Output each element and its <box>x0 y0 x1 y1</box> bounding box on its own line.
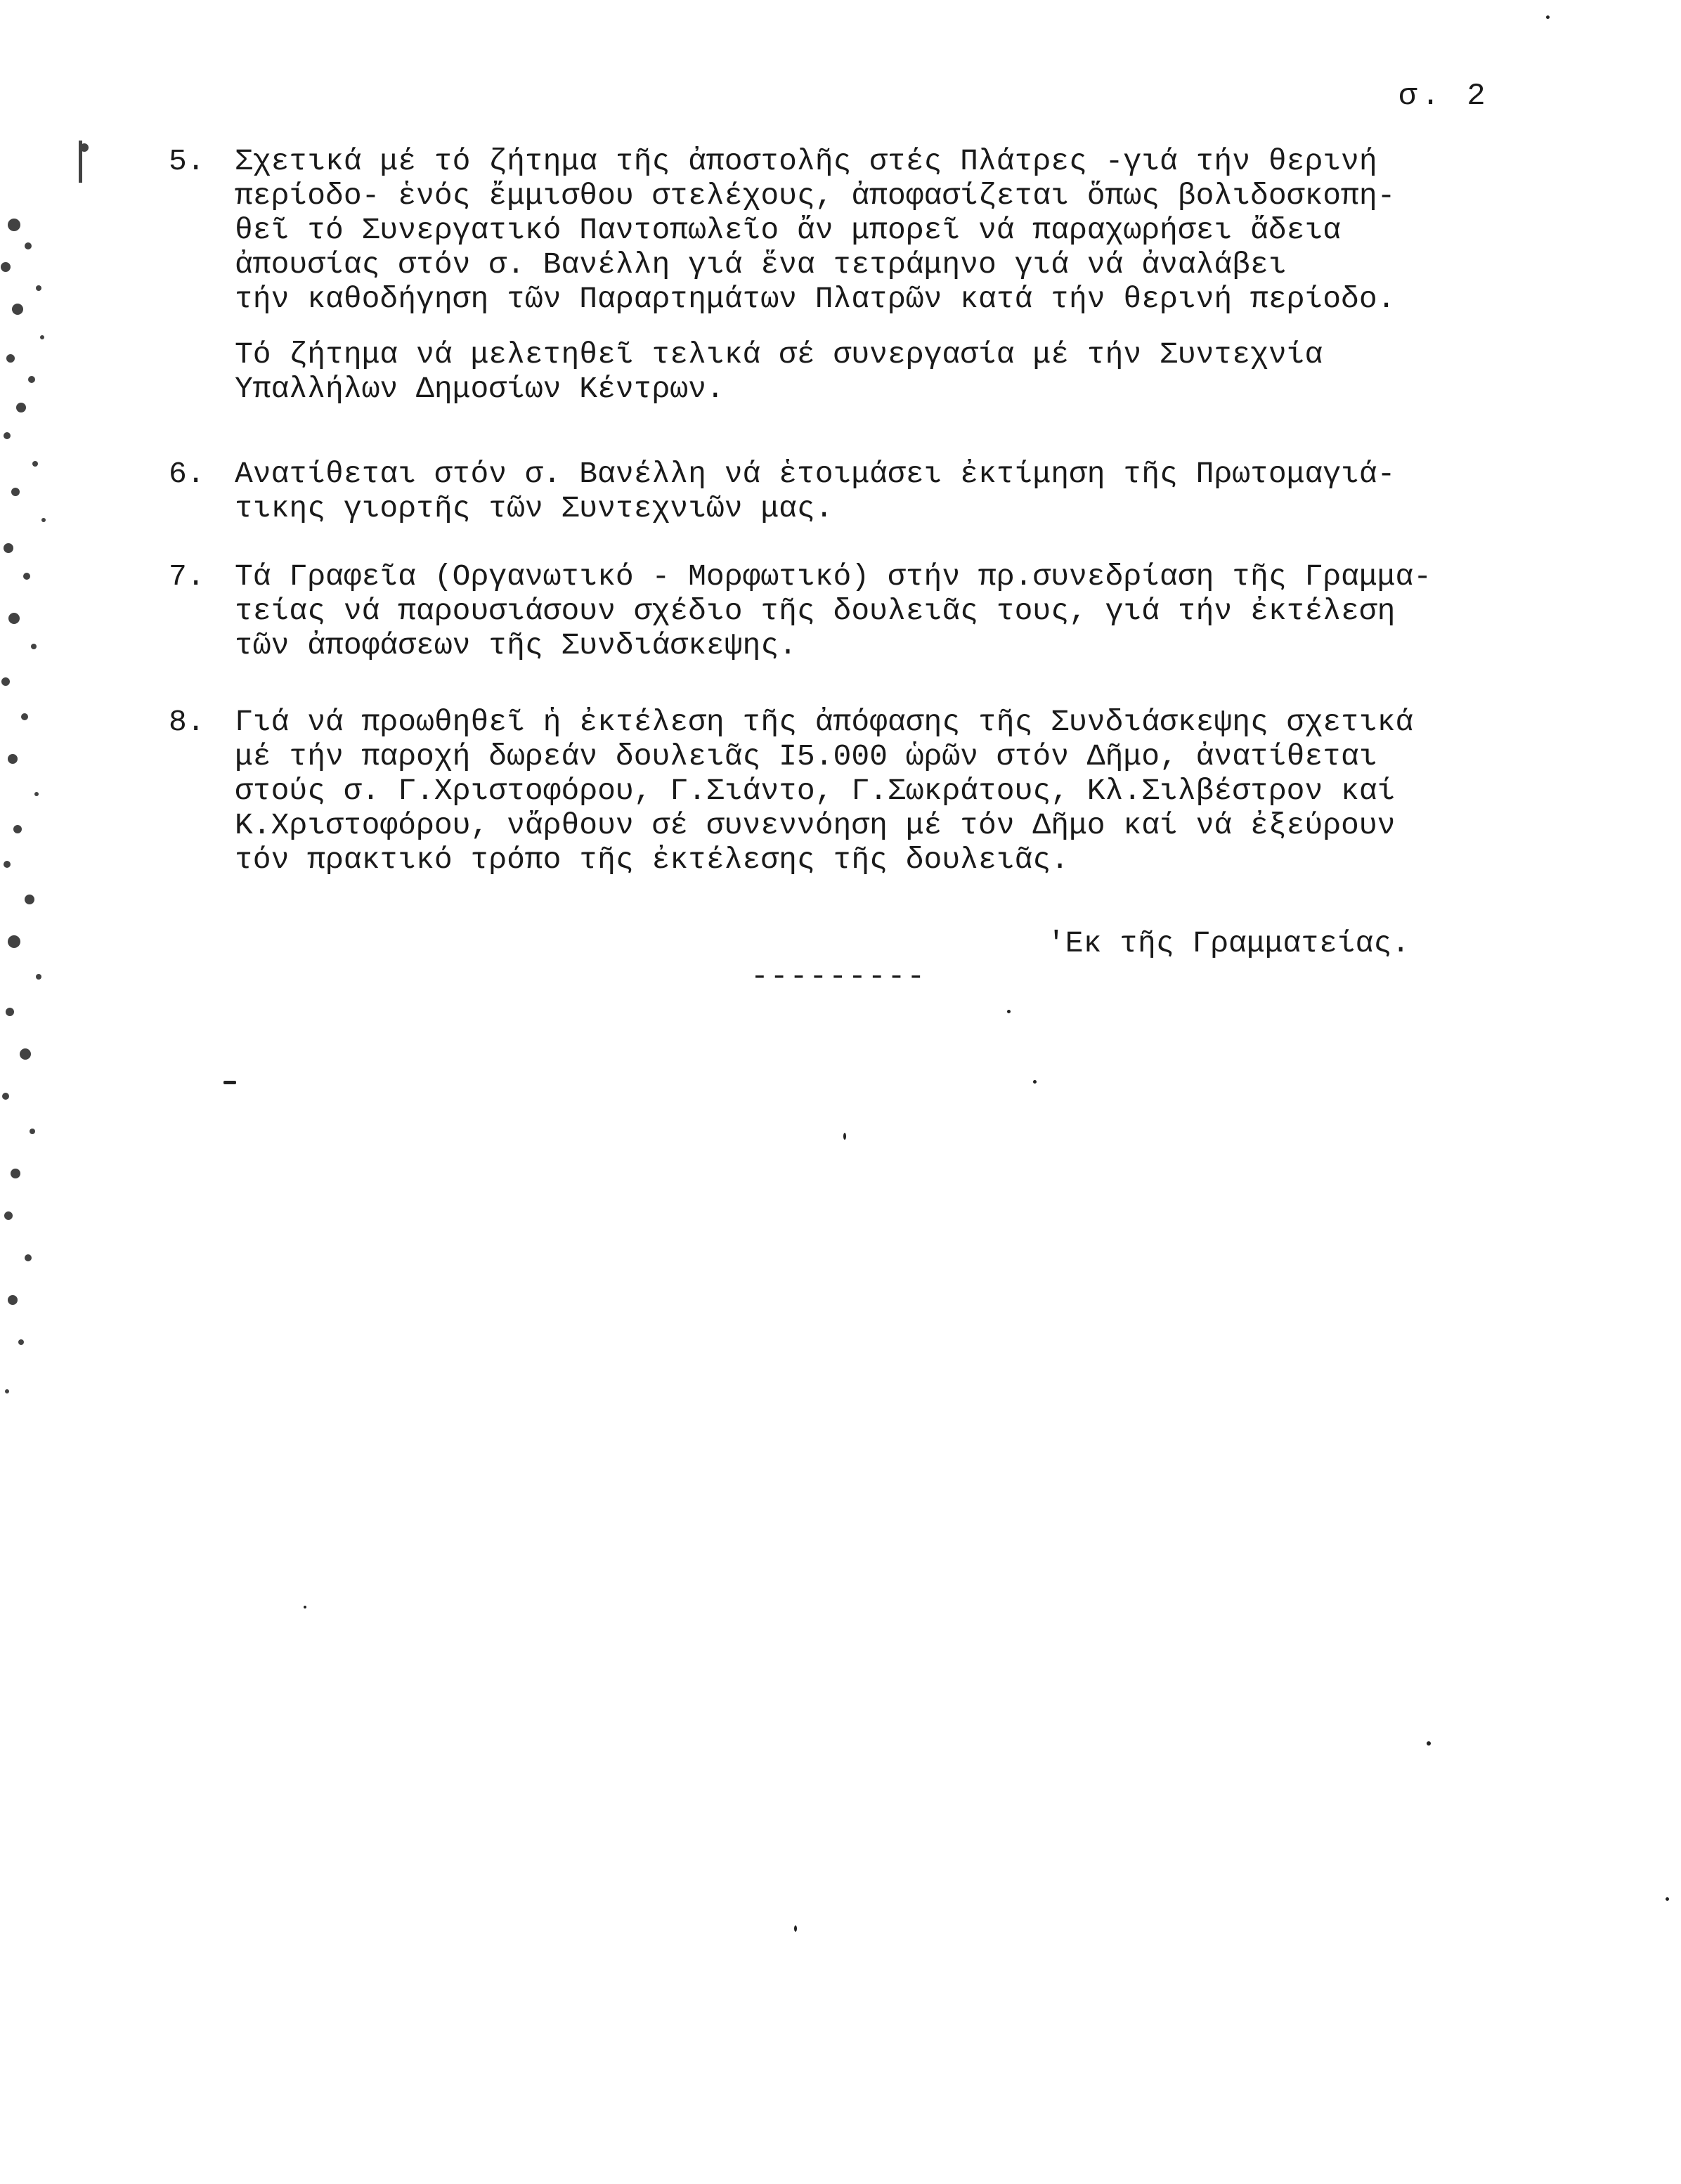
scan-speck <box>1427 1741 1431 1746</box>
item-body <box>235 457 1651 526</box>
item-number: 8. <box>169 705 205 739</box>
text-line: τήν καθοδήγηση τῶν Παραρτημάτων Πλατρῶν κατά τήν θερινή περίοδο. <box>235 282 1396 316</box>
scan-speck <box>794 1925 797 1932</box>
scan-speck <box>1546 15 1550 19</box>
text-line: Τά Γραφεῖα (Οργανωτικό - Μορφωτικό) στήν πρ.συνεδρίαση τῆς Γραμμα- <box>235 559 1432 594</box>
text-line: τόν πρακτικό τρόπο τῆς ἐκτέλεσης τῆς δουλειᾶς. <box>235 843 1069 877</box>
item-number: 5. <box>169 144 205 178</box>
item-body <box>235 144 1651 406</box>
text-line: μέ τήν παροχή δωρεάν δουλειᾶς Ι5.000 ὡρῶν στόν Δῆμο, ἀνατίθεται <box>235 739 1377 774</box>
text-line: θεῖ τό Συνεργατικό Παντοπωλεῖο ἄν μπορεῖ νά παραχωρήσει ἄδεια <box>235 213 1342 247</box>
text-line: περίοδο- ἑνός ἔμμισθου στελέχους, ἀποφασίζεται ὅπως βολιδοσκοπη- <box>235 178 1396 213</box>
text-line: Τό ζήτημα νά μελετηθεῖ τελικά σέ συνεργασία μέ τήν Συντεχνία <box>235 337 1323 372</box>
text-line: Σχετικά μέ τό ζήτημα τῆς ἀποστολῆς στές Πλάτρες -γιά τήν θερινή <box>235 144 1377 178</box>
scan-speck <box>1666 1897 1669 1901</box>
item-body <box>235 705 1651 877</box>
item-number: 7. <box>169 559 205 594</box>
page-number: σ. 2 <box>1398 79 1490 114</box>
scan-speck <box>1033 1080 1037 1084</box>
signature-line: 'Εκ τῆς Γραμματείας. <box>1047 926 1410 961</box>
scan-speck <box>1007 1010 1011 1013</box>
text-line: τῶν ἀποφάσεων τῆς Συνδιάσκεψης. <box>235 628 797 663</box>
scan-noise <box>0 126 98 1497</box>
text-line: Ανατίθεται στόν σ. Βανέλλη νά ἑτοιμάσει ἐκτίμηση τῆς Πρωτομαγιά- <box>235 457 1396 491</box>
list-item <box>169 559 1651 663</box>
text-line: ἀπουσίας στόν σ. Βανέλλη γιά ἕνα τετράμηνο γιά νά ἀναλάβει <box>235 247 1287 282</box>
text-line: Γιά νά προωθηθεῖ ἡ ἐκτέλεση τῆς ἀπόφασης τῆς Συνδιάσκεψης σχετικά <box>235 705 1414 739</box>
list-item <box>169 144 1651 406</box>
text-line: Υπαλλήλων Δημοσίων Κέντρων. <box>235 372 725 406</box>
scan-speck <box>843 1133 846 1140</box>
scan-speck <box>304 1606 306 1608</box>
text-line: Κ.Χριστοφόρου, νἄρθουν σέ συνεννόηση μέ τόν Δῆμο καί νά ἐξεύρουν <box>235 808 1396 843</box>
separator-dashes: --------- <box>751 959 927 994</box>
text-line: στούς σ. Γ.Χριστοφόρου, Γ.Σιάντο, Γ.Σωκράτους, Κλ.Σιλβέστρον καί <box>235 774 1396 808</box>
list-item <box>169 705 1651 877</box>
item-body <box>235 559 1651 663</box>
list-item <box>169 457 1651 526</box>
text-line: τικης γιορτῆς τῶν Συντεχνιῶν μας. <box>235 491 833 526</box>
scan-speck <box>223 1081 236 1084</box>
text-line: τείας νά παρουσιάσουν σχέδιο τῆς δουλειᾶς τους, γιά τήν ἐκτέλεση <box>235 594 1396 628</box>
item-number: 6. <box>169 457 205 491</box>
